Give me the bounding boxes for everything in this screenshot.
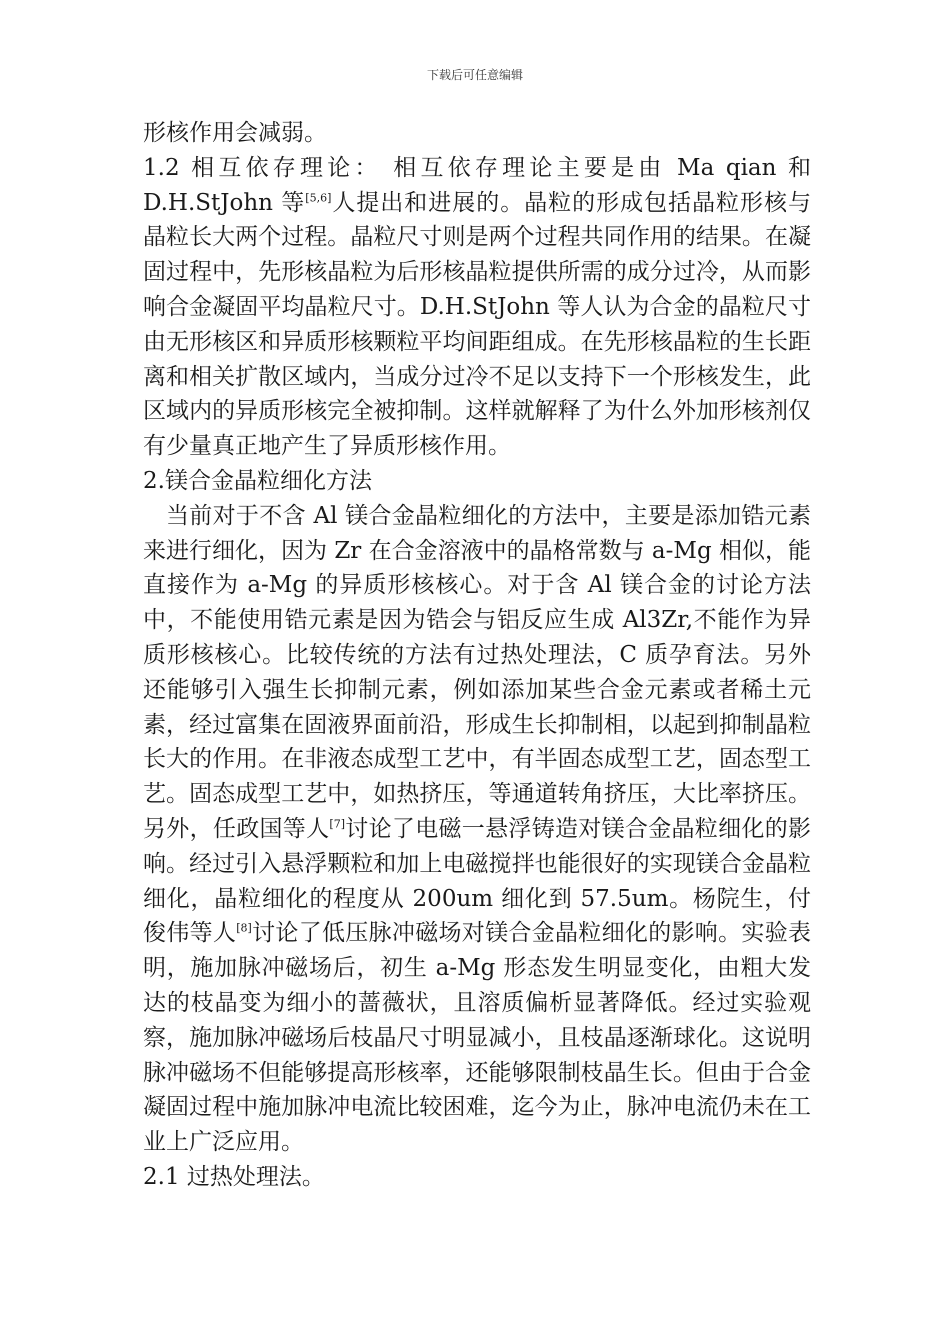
document-body [143, 116, 811, 1195]
citation-ref: [8] [236, 921, 252, 935]
citation-ref: [7] [329, 817, 345, 831]
page-header: 下载后可任意编辑 [426, 68, 523, 82]
paragraph-text: 形核作用会减弱。 [143, 120, 327, 146]
paragraph-text: 人提出和进展的。晶粒的形成包括晶粒形核与晶粒长大两个过程。晶粒尺寸则是两个过程共同作用的结果。在凝固过程中，先形核晶粒为后形核晶粒提供所需的成分过冷，从而影响合金凝固平均晶粒尺寸。D.H.StJohn 等人认为合金的晶粒尺寸由无形核区和异质形核颗粒平均间距组成。在先形核晶粒的生长距离和相关扩散区域内，当成分过冷不足以支持下一个形核发生，此区域内的异质形核完全被抑制。这样就解释了为什么外加形核剂仅有少量真正地产生了异质形核作用。 [143, 189, 812, 460]
paragraph-interdependence-theory [143, 151, 811, 464]
citation-ref: [5,6] [305, 190, 332, 204]
paragraph-text: 讨论了低压脉冲磁场对镁合金晶粒细化的影响。实验表明，施加脉冲磁场后，初生 a-Mg 形态发生明显变化，由粗大发达的枝晶变为细小的蔷薇状，且溶质偏析显著降低。经过实验观察，施加脉冲磁场后枝晶尺寸明显减小，且枝晶逐渐球化。这说明脉冲磁场不但能够提高形核率，还能够限制枝晶生长。但由于合金凝固过程中施加脉冲电流比较困难，迄今为止，脉冲电流仍未在工业上广泛应用。 [143, 920, 812, 1156]
paragraph-text: 当前对于不含 Al 镁合金晶粒细化的方法中，主要是添加锆元素来进行细化，因为 Zr 在合金溶液中的晶格常数与 a-Mg 相似，能直接作为 a-Mg 的异质形核核心。对于含 Al 镁合金的讨论方法中，不能使用锆元素是因为锆会与铝反应生成 Al3Zr,不能作为异质形核核心。比较传统的方法有过热处理法，C 质孕育法。另外还能够引入强生长抑制元素，例如添加某些合金元素或者稀土元素，经过富集在固液界面前沿，形成生长抑制相，以起到抑制晶粒长大的作用。在非液态成型工艺中，有半固态成型工艺，固态型工艺。固态成型工艺中，如热挤压，等通道转角挤压，大比率挤压。另外，任政国等人 [143, 502, 811, 842]
subsection-heading: 2.1 过热处理法。 [143, 1163, 325, 1190]
paragraph-text: 1.2 相互依存理论： 相互依存理论主要是由 Ma qian 和 D.H.StJohn 等 [143, 154, 811, 216]
paragraph-refinement-methods [143, 499, 811, 1160]
paragraph-intro [143, 116, 811, 151]
paragraph-text: 讨论了电磁一悬浮铸造对镁合金晶粒细化的影响。经过引入悬浮颗粒和加上电磁搅拌也能很好的实现镁合金晶粒细化，晶粒细化的程度从 200um 细化到 57.5um。杨院生，付俊伟等人 [143, 815, 812, 947]
section-heading: 2.镁合金晶粒细化方法 [143, 467, 372, 494]
